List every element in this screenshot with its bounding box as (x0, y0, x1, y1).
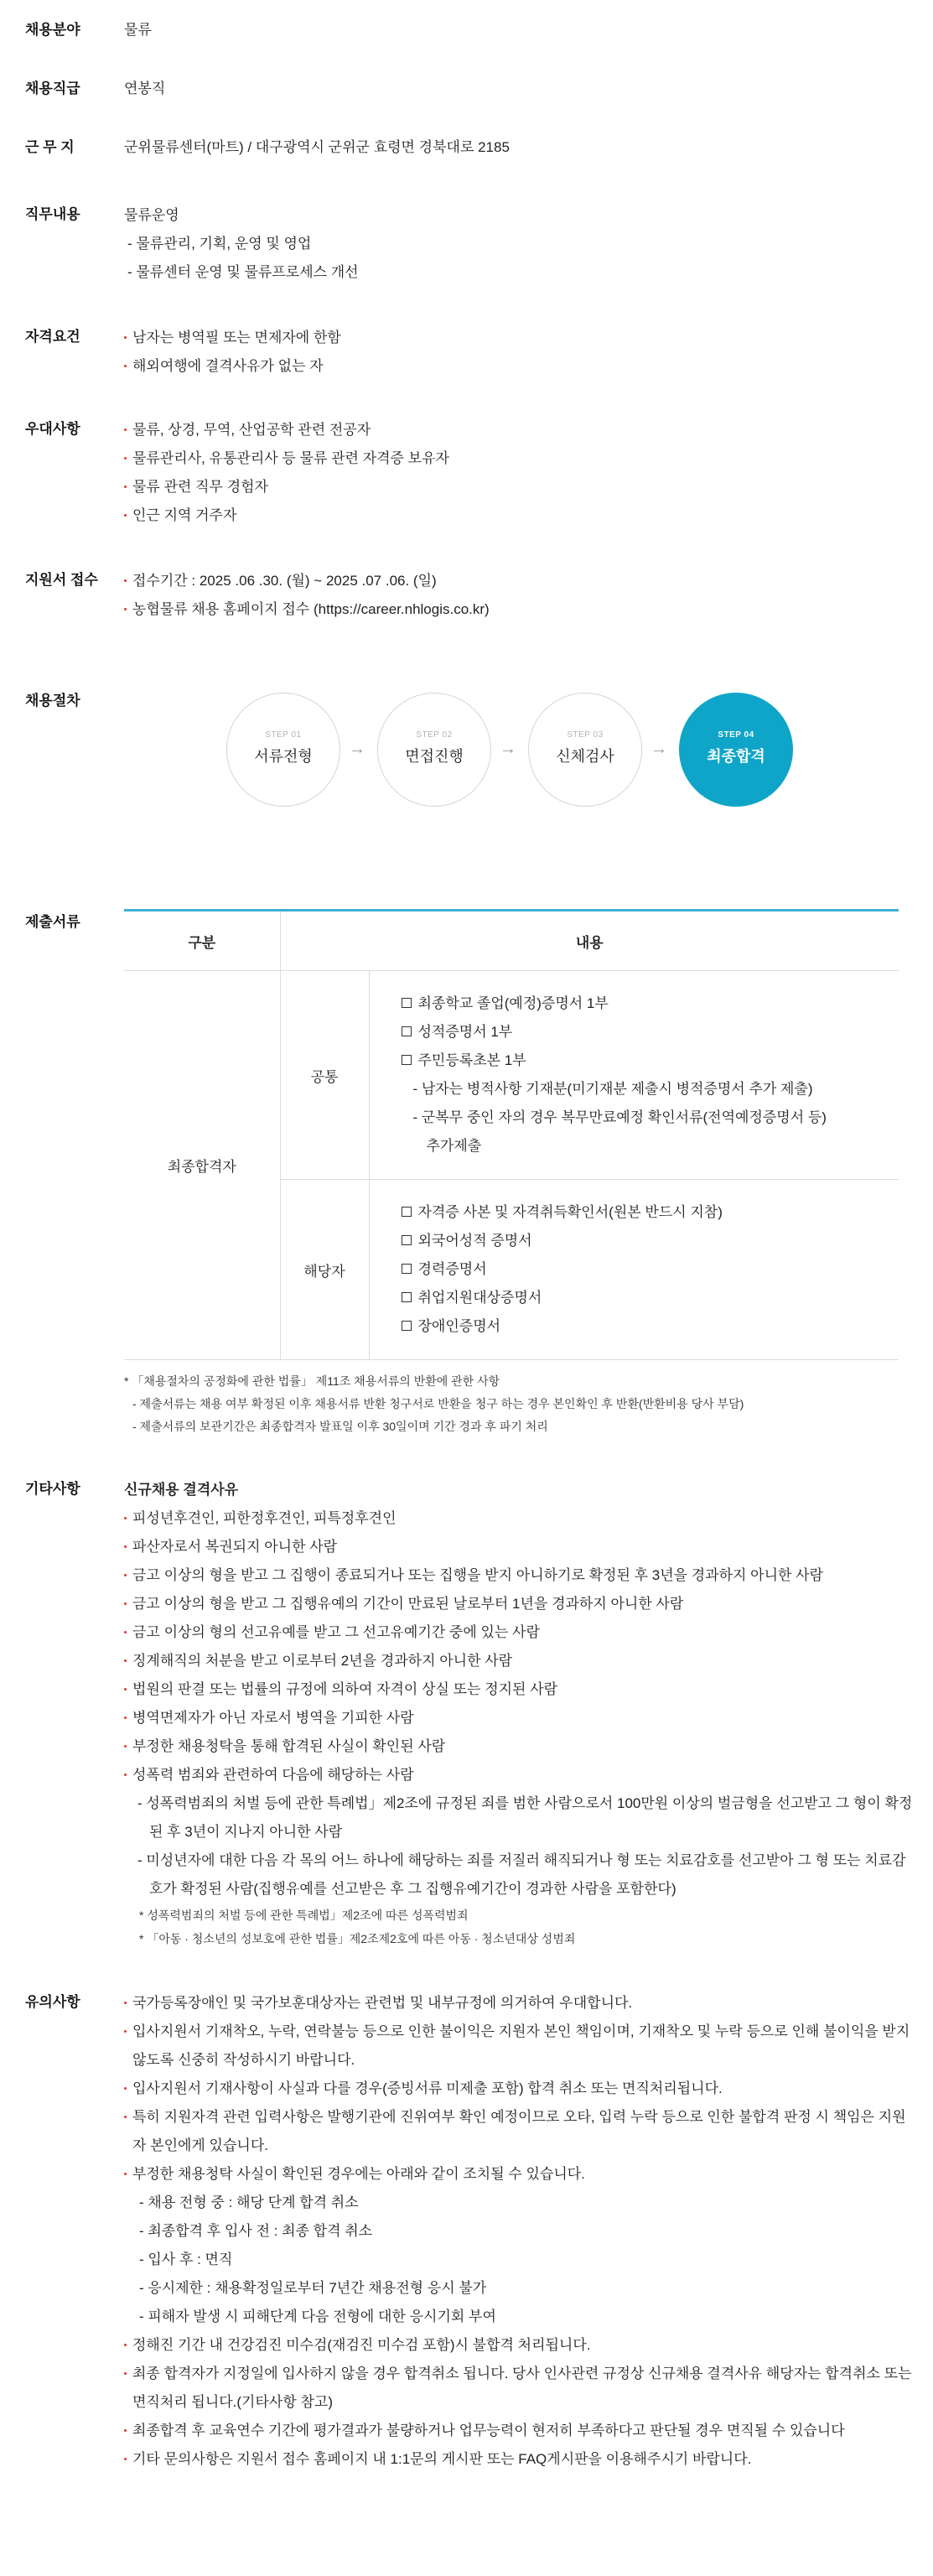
caution-item: 특히 지원자격 관련 입력사항은 발행기관에 진위여부 확인 예정이므로 오타, 입력 누락 등으로 인한 불합격 판정 시 책임은 지원자 본인에게 있습니다. (124, 2103, 916, 2160)
process-label: 채용절차 (25, 693, 80, 709)
process-steps (226, 693, 796, 810)
arrow-right-icon: → (500, 740, 516, 758)
preference-item: 인근 지역 거주자 (124, 501, 916, 530)
other-sub-item: - 성폭력범죄의 처벌 등에 관한 특례법」제2조에 규정된 죄를 범한 사람으로서 100만원 이상의 벌금형을 선고받고 그 형이 확정된 후 3년이 지나지 아니한 사람 (137, 1795, 913, 1840)
arrow-right-icon: → (651, 740, 667, 758)
application-content (124, 567, 916, 624)
table-row (124, 971, 899, 1180)
caution-item: 최종합격 후 교육연수 기간에 평가결과가 불량하거나 업무능력이 현저히 부족하다고 판단될 경우 면직될 수 있습니다 (124, 2417, 916, 2445)
table-header-content: 내용 (280, 911, 899, 971)
caution-item: 입사지원서 기재사항이 사실과 다를 경우(증빙서류 미제출 포함) 합격 취소 또는 면직처리됩니다. (124, 2075, 916, 2103)
preferences-label: 우대사항 (25, 421, 80, 437)
other-sub-item: - 미성년자에 대한 다음 각 목의 어느 하나에 해당하는 죄를 저질러 해직되거나 형 또는 치료감호를 선고받아 그 형 또는 치료감호가 확정된 사람(집행유예를 선고받은 후 그 집행유예기간이 경과한 사람을 포함한다) (137, 1852, 906, 1897)
caution-sub-item: - 응시제한 : 채용확정일로부터 7년간 채용전형 응시 불가 (139, 2280, 487, 2296)
other-note: * 성폭력범죄의 처벌 등에 관한 특례법」제2조에 따른 성폭력범죄 (139, 1909, 469, 1922)
checkbox-square-icon (402, 998, 412, 1008)
application-site: 농협물류 채용 홈페이지 접수 (https://career.nhlogis.co.kr) (124, 595, 916, 624)
caution-sub-item: - 최종합격 후 입사 전 : 최종 합격 취소 (139, 2223, 373, 2239)
position-label: 채용직급 (25, 80, 80, 96)
doc-item: 자격증 사본 및 자격취득확인서(원본 반드시 지참) (402, 1198, 883, 1227)
other-item: 금고 이상의 형의 선고유예를 받고 그 선고유예기간 중에 있는 사람 (124, 1618, 916, 1647)
preference-item: 물류 관련 직무 경험자 (124, 473, 916, 501)
caution-item: 부정한 채용청탁 사실이 확인된 경우에는 아래와 같이 조치될 수 있습니다. (124, 2160, 916, 2189)
caution-label: 유의사항 (25, 1994, 80, 2010)
other-item: 병역면제자가 아닌 자로서 병역을 기피한 사람 (124, 1704, 916, 1732)
duties-label: 직무내용 (25, 206, 80, 222)
note-line: - 제출서류의 보관기간은 최종합격자 발표일 이후 30일이며 기간 경과 후 파기 처리 (132, 1420, 548, 1433)
doc-item: 성적증명서 1부 (402, 1018, 883, 1046)
common-label: 공통 (280, 971, 369, 1180)
caution-content (124, 1989, 916, 2474)
doc-sub-item: - 남자는 병적사항 기재분(미기재분 제출시 병적증명서 추가 제출) (412, 1081, 813, 1097)
other-item: 파산자로서 복권되지 아니한 사람 (124, 1533, 916, 1561)
field-label: 채용분야 (25, 22, 80, 38)
arrow-right-icon: → (349, 740, 365, 758)
step-number: STEP 01 (265, 730, 302, 740)
documents-table (124, 909, 899, 1360)
preference-item: 물류관리사, 유통관리사 등 물류 관련 자격증 보유자 (124, 444, 916, 473)
checkbox-square-icon (402, 1264, 412, 1274)
group-label: 최종합격자 (124, 971, 280, 1360)
step-3 (528, 693, 642, 807)
duties-title: 물류운영 (124, 207, 179, 223)
checkbox-square-icon (402, 1026, 412, 1036)
qualification-item: 남자는 병역필 또는 면제자에 한함 (124, 324, 916, 352)
other-item: 부정한 채용청탁을 통해 합격된 사실이 확인된 사람 (124, 1732, 916, 1761)
applicable-label: 해당자 (280, 1180, 369, 1360)
applicable-items (369, 1180, 899, 1360)
doc-sub-item-cont: 추가제출 (426, 1138, 482, 1154)
documents-notes (124, 1370, 744, 1438)
caution-sub-item: - 피해자 발생 시 피해단계 다음 전형에 대한 응시기회 부여 (139, 2309, 496, 2324)
other-title: 신규채용 결격사유 (124, 1482, 239, 1498)
common-items (369, 971, 899, 1180)
location-label: 근 무 지 (25, 139, 75, 155)
step-name: 면접진행 (405, 748, 464, 765)
caution-item: 최종 합격자가 지정일에 입사하지 않을 경우 합격취소 됩니다. 당사 인사관련 규정상 신규채용 결격사유 해당자는 합격취소 또는 면직처리 됩니다.(기타사항 참고) (124, 2360, 916, 2417)
doc-item: 장애인증명서 (402, 1312, 883, 1341)
other-item: 법원의 판결 또는 법률의 규정에 의하여 자격이 상실 또는 정지된 사람 (124, 1675, 916, 1704)
step-name: 서류전형 (254, 748, 313, 765)
step-4-active (679, 693, 793, 807)
preferences-content (124, 416, 916, 530)
other-item: 피성년후견인, 피한정후견인, 피특정후견인 (124, 1504, 916, 1533)
caution-item: 정해진 기간 내 건강검진 미수검(재검진 미수검 포함)시 불합격 처리됩니다. (124, 2331, 916, 2360)
field-value: 물류 (124, 22, 152, 38)
doc-item: 외국어성적 증명서 (402, 1227, 883, 1255)
checkbox-square-icon (402, 1321, 412, 1331)
qualifications-label: 자격요건 (25, 329, 80, 345)
other-content (124, 1476, 916, 1950)
checkbox-square-icon (402, 1235, 412, 1245)
caution-item: 기타 문의사항은 지원서 접수 홈페이지 내 1:1문의 게시판 또는 FAQ게시판을 이용해주시기 바랍니다. (124, 2445, 916, 2474)
preference-item: 물류, 상경, 무역, 산업공학 관련 전공자 (124, 416, 916, 444)
doc-item: 취업지원대상증명서 (402, 1284, 883, 1312)
location-value: 군위물류센터(마트) / 대구광역시 군위군 효령면 경북대로 2185 (124, 139, 510, 155)
caution-sub-item: - 채용 전형 중 : 해당 단계 합격 취소 (139, 2194, 359, 2210)
doc-item: 주민등록초본 1부 (402, 1046, 883, 1075)
step-number: STEP 02 (416, 730, 453, 740)
note-line: - 제출서류는 채용 여부 확정된 이후 채용서류 반환 청구서로 반환을 청구 하는 경우 본인확인 후 반환(반환비용 당사 부담) (132, 1397, 744, 1410)
checkbox-square-icon (402, 1207, 412, 1217)
step-1 (226, 693, 340, 807)
doc-item: 경력증명서 (402, 1255, 883, 1284)
table-header-category: 구분 (124, 911, 280, 971)
other-item: 금고 이상의 형을 받고 그 집행유예의 기간이 만료된 날로부터 1년을 경과하지 아니한 사람 (124, 1590, 916, 1618)
documents-label: 제출서류 (25, 914, 80, 930)
application-period: 접수기간 : 2025 .06 .30. (월) ~ 2025 .07 .06. (일) (124, 567, 916, 595)
other-item: 금고 이상의 형을 받고 그 집행이 종료되거나 또는 집행을 받지 아니하기로 확정된 후 3년을 경과하지 아니한 사람 (124, 1561, 916, 1590)
caution-sub-item: - 입사 후 : 면직 (139, 2251, 233, 2267)
doc-sub-item: - 군복무 중인 자의 경우 복무만료예정 확인서류(전역예정증명서 등) (412, 1109, 827, 1125)
other-label: 기타사항 (25, 1481, 80, 1497)
duties-content (124, 201, 916, 287)
position-value: 연봉직 (124, 80, 166, 96)
caution-item: 국가등록장애인 및 국가보훈대상자는 관련법 및 내부규정에 의거하여 우대합니다. (124, 1989, 916, 2018)
caution-item: 입사지원서 기재착오, 누락, 연락불능 등으로 인한 불이익은 지원자 본인 책임이며, 기재착오 및 누락 등으로 인해 불이익을 받지 않도록 신중히 작성하시기 바랍니다. (124, 2018, 916, 2075)
step-name: 최종합격 (707, 748, 765, 765)
qualification-item: 해외여행에 결격사유가 없는 자 (124, 352, 916, 381)
other-item: 징계해직의 처분을 받고 이로부터 2년을 경과하지 아니한 사람 (124, 1647, 916, 1675)
checkbox-square-icon (402, 1055, 412, 1065)
qualifications-content (124, 324, 916, 381)
duties-item: - 물류관리, 기획, 운영 및 영업 (127, 236, 312, 252)
doc-item: 최종학교 졸업(예정)증명서 1부 (402, 989, 883, 1018)
duties-item: - 물류센터 운영 및 물류프로세스 개선 (127, 264, 359, 280)
note-line: * 「채용절차의 공정화에 관한 법률」 제11조 채용서류의 반환에 관한 사항 (124, 1374, 500, 1388)
step-name: 신체검사 (556, 748, 614, 765)
step-number: STEP 04 (718, 730, 754, 740)
step-2 (377, 693, 491, 807)
step-number: STEP 03 (567, 730, 604, 740)
application-label: 지원서 접수 (25, 572, 98, 588)
other-note: * 「아동 · 청소년의 성보호에 관한 법률」제2조제2호에 따른 아동 · 청소년대상 성범죄 (139, 1932, 576, 1945)
checkbox-square-icon (402, 1292, 412, 1302)
other-item: 성폭력 범죄와 관련하여 다음에 해당하는 사람 (124, 1761, 916, 1789)
